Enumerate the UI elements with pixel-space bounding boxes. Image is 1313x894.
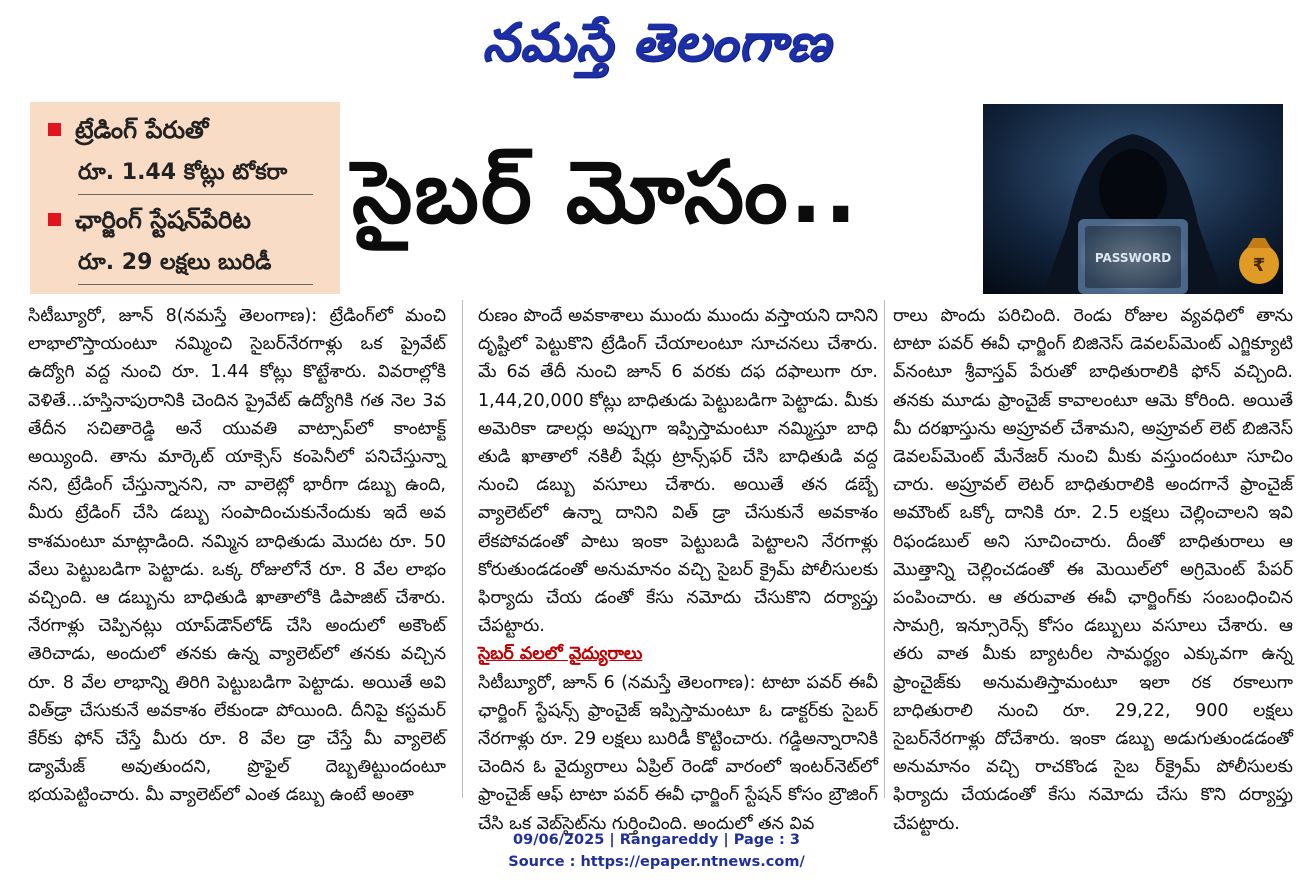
face-shadow — [1099, 149, 1167, 229]
highlight-line1: ఛార్జింగ్ స్టేషన్‌పేరిట — [75, 206, 251, 234]
newspaper-title: నమస్తే తెలంగాణ — [482, 13, 831, 73]
hacker-photo — [983, 104, 1283, 294]
highlight-line1: ట్రేడింగ్ పేరుతో — [75, 116, 209, 144]
article-column-2-text-b: సిటీబ్యూరో, జూన్ 6 (నమస్తే తెలంగాణ): టాటా పవర్ ఈవీ ఛార్జింగ్ స్టేషన్స్ ఫ్రాంచైజ్ ఇప్పిస్తామంటూ ఓ డాక్టర్‌కు సైబర్ నేరగాళ్లు రూ. 29 లక్షలు బురిడీ కొట్టించారు. గడ్డిఅన్నారానికి చెందిన ఓ వైద్యురాలు ఏప్రిల్ రెండో వారంలో ఇంటర్‌నెట్‌లో ఫ్రాంచైజ్ ఆఫ్ టాటా పవర్ ఈవీ ఛార్జింగ్ స్టేషన్ కోసం బ్రౌజింగ్ చేసి ఒక వెబ్‌సైట్‌ను గుర్తించింది. అందులో తన వివ — [478, 672, 878, 834]
column-divider — [884, 300, 885, 798]
masthead — [0, 0, 1313, 92]
headline: సైబర్ మోసం.. — [352, 143, 860, 243]
bullet-icon — [48, 213, 61, 226]
rupee-icon: ₹ — [1252, 255, 1266, 276]
article-column-2 — [478, 302, 878, 838]
article-column-3: రాలు పొందు పరిచింది. రెండు రోజుల వ్యవధిలో తాను టాటా పవర్ ఈవీ ఛార్జింగ్ బిజినెస్ డెవలప్‌మెంట్ ఎగ్జిక్యూటి వ్‌నంటూ శ్రీవాస్తవ్ పేరుతో బాధితురాలికి ఫోన్ వచ్చింది. తనకు మూడు ఫ్రాంచైజ్ కావాలంటూ ఆమె కోరింది. అయితే మీ దరఖాస్తును అప్రూవల్ చేశామని, అప్రూవల్ లెట్ బిజినెస్ డెవలప్‌మెంట్ మేనేజర్ నుంచి మీకు వస్తుందంటూ సూచిం చారు. అప్రూవల్ లెటర్ బాధితురాలికి అందగానే ఫ్రాంచైజ్ అమౌంట్ ఒక్కో దానికి రూ. 2.5 లక్షలు చెల్లించాలని ఇవి రిఫండబుల్ అని సూచించారు. దీంతో బాధితురాలు ఆ మొత్తాన్ని చెల్లించడంతో ఈ మెయిల్‌లో అగ్రిమెంట్ పేపర్ పంపించారు. ఆ తరువాత ఈవీ ఛార్జింగ్‌కు సంబంధించిన సామగ్రి, ఇన్సూరెన్స్ కోసం డబ్బులు వసూలు చేశారు. ఆ తరు వాత మీకు బ్యాటరీల సామర్థ్యం ఎక్కువగా ఉన్న ఫ్రాంచైజ్‌కు అనుమతిస్తామంటూ ఇలా రక రకాలుగా బాధితురాలి నుంచి రూ. 29,22, 900 లక్షలు సైబర్‌నేరగాళ్లు దోచేశారు. ఇంకా డబ్బు అడుగుతుండడంతో అనుమానం వచ్చి రాచకొండ సైబ ర్‌క్రైమ్ పోలీసులకు ఫిర్యాదు చేయడంతో కేసు నమోదు చేసు కొని దర్యాప్తు చేపట్టారు. — [893, 306, 1293, 834]
bullet-icon — [48, 123, 61, 136]
hacker-illustration — [983, 104, 1283, 294]
password-text: PASSWORD — [1094, 251, 1172, 265]
article-column-2-text: రుణం పొందే అవకాశాలు ముందు ముందు వస్తాయని దానిని దృష్టిలో పెట్టుకొని ట్రేడింగ్ చేయాలంటూ సూచనలు చేశారు. మే 6వ తేదీ నుంచి జూన్ 6 వరకు దఫ దఫాలుగా రూ. 1,44,20,000 కోట్లు బాధితుడు పెట్టుబడిగా పెట్టాడు. మీకు అమెరికా డాలర్లు అప్పుగా ఇప్పిస్తామంటూ నమ్మిస్తూ బాధి తుడి ఖాతాలో నకిలీ షేర్లు ట్రాన్స్‌ఫర్ చేసి బాధితుడి వద్ద నుంచి డబ్బు వసూలు చేశారు. అయితే తన డబ్బే వ్యాలెట్‌లో ఉన్నా దానిని విత్ డ్రా చేసుకునే అవకాశం లేకపోవడంతో పాటు ఇంకా పెట్టుబడి పెట్టాలని నేరగాళ్లు కోరుతుండడంతో అనుమానం వచ్చి సైబర్ క్రైమ్ పోలీసులకు ఫిర్యాదు చేయ డంతో కేసు నమోదు చేసుకొని దర్యాప్తు చేపట్టారు. — [478, 306, 878, 637]
highlight-line2: రూ. 1.44 కోట్లు టోకరా — [78, 160, 288, 185]
column-divider — [462, 300, 463, 798]
section-subheading: సైబర్ వలలో వైద్యురాలు — [478, 644, 643, 665]
page-footer — [0, 829, 1313, 873]
edition-info: 09/06/2025 | Rangareddy | Page : 3 — [513, 832, 800, 848]
divider — [78, 194, 313, 195]
highlight-line2: రూ. 29 లక్షలు బురిడీ — [78, 250, 272, 275]
article-column-1: సిటీబ్యూరో, జూన్ 8(నమస్తే తెలంగాణ): ట్రేడింగ్‌లో మంచి లాభాలొస్తాయంటూ నమ్మించి సైబర్‌నేరగాళ్లు ఒక ప్రైవేట్ ఉద్యోగి వద్ద నుంచి రూ. 1.44 కోట్లు కొట్టేశారు. వివరాల్లోకి వెళితే...హస్తినాపురానికి చెందిన ప్రైవేట్ ఉద్యోగికి గత నెల 3వ తేదీన సచితారెడ్డి అనే యువతి వాట్సాప్‌లో కాంటాక్ట్ అయ్యింది. తాను మార్కెట్ యాక్సెస్ కంపెనీలో పనిచేస్తున్నా నని, ట్రేడింగ్ చేస్తున్నానని, నా వాలెట్లో భారీగా డబ్బు ఉంది, మీరు ట్రేడింగ్ చేసి డబ్బు సంపాదించుకునేందుకు ఇదే అవ కాశమంటూ మాట్లాడింది. నమ్మిన బాధితుడు మొదట రూ. 50 వేలు పెట్టుబడిగా పెట్టాడు. ఒక్క రోజులోనే రూ. 8 వేల లాభం వచ్చింది. ఆ డబ్బును బాధితుడి ఖాతాలోకి డిపాజిట్ చేశారు. నేరగాళ్లు చెప్పినట్లు యాప్‌డౌన్‌లోడ్ చేసి అందులో అకౌంట్ తెరిచాడు, అందులో తనకు ఉన్న వ్యాలెట్‌లో తనకు వచ్చిన రూ. 8 వేల లాభాన్ని తిరిగి పెట్టుబడిగా పెట్టాడు. అయితే అవి విత్‌డ్రా చేసుకునే అవకాశం లేకుండా పోయింది. దీనిపై కస్టమర్ కేర్‌కు ఫోన్ చేస్తే మీరు రూ. 8 వేల డ్రా చేస్తే మీ వ్యాలెట్ డ్యామేజ్ అవుతుందని, ప్రొఫైల్ దెబ్బతిట్టుందంటూ భయపెట్టించారు. మీ వ్యాలెట్‌లో ఎంత డబ్బు ఉంటే అంతా — [28, 306, 446, 806]
highlights-box — [30, 102, 340, 294]
source-link[interactable]: Source : https://epaper.ntnews.com/ — [508, 854, 805, 870]
divider — [78, 284, 313, 285]
